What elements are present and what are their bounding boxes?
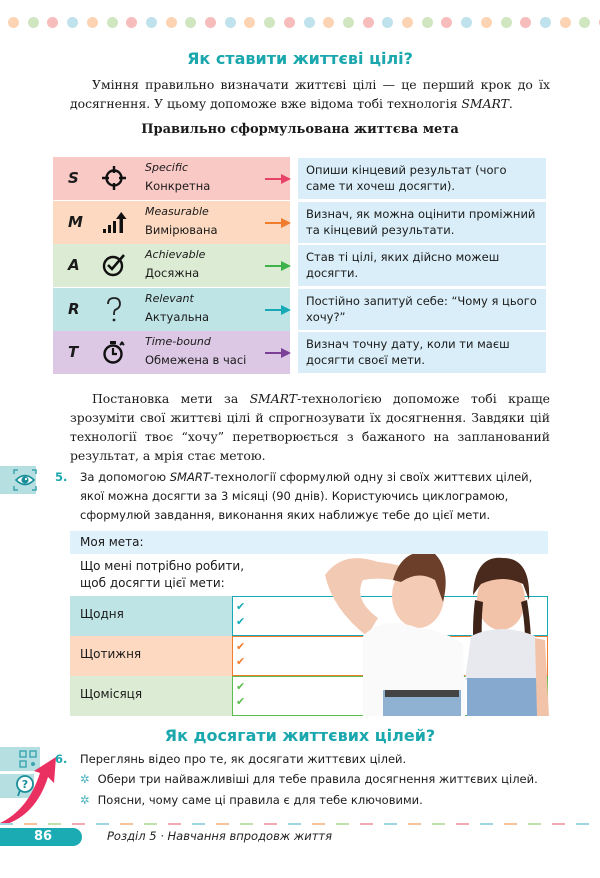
- task-number: 5.: [55, 470, 68, 484]
- bullet-text: Обери три найважливіші для тебе правила досягнення життєвих цілей.: [97, 772, 538, 786]
- decorative-dash: [552, 823, 565, 825]
- smart-row-t: [53, 331, 290, 374]
- decorative-dot: [481, 17, 492, 28]
- decorative-dash: [576, 823, 589, 825]
- decorative-dash: [456, 823, 469, 825]
- task-5: [55, 468, 550, 525]
- bar-chart-arrow-icon: [101, 209, 127, 235]
- checkmark-icon: ✔: [236, 680, 246, 693]
- smart-paragraph: [70, 389, 550, 465]
- svg-text:?: ?: [21, 778, 29, 791]
- checkmark-circle-icon: [101, 252, 127, 278]
- decorative-dash: [312, 823, 325, 825]
- decorative-dash: [480, 823, 493, 825]
- decorative-dot: [540, 17, 551, 28]
- smart-row-s: [53, 157, 290, 200]
- task-text: За допомогою: [80, 470, 170, 484]
- checkmark-icon: ✔: [236, 655, 246, 668]
- decorative-dash: [288, 823, 301, 825]
- bullet-item: [80, 793, 423, 807]
- decorative-dot: [244, 17, 255, 28]
- question-mark-icon: [101, 296, 127, 322]
- smart-row-a: [53, 244, 290, 287]
- smart-letter: S: [68, 169, 79, 187]
- decorative-dot: [304, 17, 315, 28]
- intro-text: Уміння правильно визначати життєві цілі — це перший крок до їх досягнення. У цьому допоможе вже відома тобі технологія: [70, 77, 550, 111]
- decorative-dot: [382, 17, 393, 28]
- smart-term: SMART: [249, 391, 298, 406]
- decorative-dot: [579, 17, 590, 28]
- smart-row-m: [53, 201, 290, 244]
- decorative-dash: [528, 823, 541, 825]
- decorative-dash: [96, 823, 109, 825]
- decorative-dot: [225, 17, 236, 28]
- smart-letter: M: [68, 212, 83, 231]
- decorative-dash: [168, 823, 181, 825]
- smart-term-ukrainian: Досяжна: [145, 266, 200, 280]
- smart-term: SMART: [461, 96, 509, 111]
- section-title: Як ставити життєві цілі?: [187, 49, 413, 68]
- period-label: Щодня: [70, 596, 232, 636]
- decorative-dot: [422, 17, 433, 28]
- decorative-dash: [336, 823, 349, 825]
- decorative-dot: [205, 17, 216, 28]
- decorative-dash: [216, 823, 229, 825]
- decorative-dot: [284, 17, 295, 28]
- decorative-dash: [24, 823, 37, 825]
- decorative-dash: [384, 823, 397, 825]
- smart-paragraph-text: Постановка мети за: [92, 391, 250, 406]
- decorative-dots-row: [0, 17, 600, 29]
- decorative-dot: [146, 17, 157, 28]
- decorative-dashed-line: [0, 823, 600, 826]
- smart-term-ukrainian: Обмежена в часі: [145, 353, 247, 367]
- task-6: [55, 750, 550, 769]
- pink-arrow-icon: [0, 755, 62, 825]
- goal-question: Що мені потрібно робити, щоб досягти цієї мети:: [80, 559, 245, 590]
- smart-term-ukrainian: Вимірювана: [145, 222, 218, 237]
- smart-term-ukrainian: Актуальна: [145, 309, 210, 324]
- smart-table-title: Правильно сформульована життєва мета: [141, 122, 459, 137]
- smart-term-english: Measurable: [145, 204, 209, 218]
- task-text-end: -технології сформулюй одну зі своїх життєвих цілей, якої можна досягти за 3 місяці (90 днів). Користуючись циклограмою, сформулюй завдання, виконання яких наближує тебе до цієї мети.: [80, 470, 533, 522]
- decorative-dot: [28, 17, 39, 28]
- decorative-dash: [192, 823, 205, 825]
- arrow-right-icon: [265, 218, 291, 228]
- decorative-dash: [432, 823, 445, 825]
- bullet-text: Поясни, чому саме ці правила є для тебе ключовими.: [97, 793, 423, 807]
- decorative-dot: [264, 17, 275, 28]
- intro-paragraph: [70, 75, 550, 113]
- decorative-dot: [363, 17, 374, 28]
- page-number: 86: [0, 828, 82, 846]
- target-crosshair-icon: [101, 165, 127, 191]
- decorative-dot: [47, 17, 58, 28]
- checkmark-icon: ✔: [236, 615, 246, 628]
- checkmark-icon: ✔: [236, 695, 246, 708]
- decorative-dot: [166, 17, 177, 28]
- arrow-right-icon: [265, 305, 291, 315]
- decorative-dash: [0, 823, 13, 825]
- task-number: 6.: [55, 752, 68, 766]
- decorative-dash: [48, 823, 61, 825]
- decorative-dot: [107, 17, 118, 28]
- smart-term-english: Achievable: [145, 248, 206, 261]
- stopwatch-icon: [101, 339, 127, 365]
- sun-bullet-icon: ✲: [80, 793, 90, 807]
- smart-term: SMART: [169, 470, 210, 484]
- my-goal-label: Моя мета:: [80, 535, 144, 549]
- decorative-dot: [402, 17, 413, 28]
- section2-title: Як досягати життєвих цілей?: [164, 726, 436, 745]
- decorative-dash: [504, 823, 517, 825]
- intro-text-end: .: [508, 96, 513, 111]
- decorative-dash: [72, 823, 85, 825]
- arrow-right-icon: [265, 348, 291, 358]
- two-girls-photo: [323, 540, 555, 716]
- decorative-dash: [144, 823, 157, 825]
- decorative-dash: [240, 823, 253, 825]
- decorative-dot: [461, 17, 472, 28]
- smart-term-english: Specific: [145, 161, 188, 174]
- checkmark-icon: ✔: [236, 640, 246, 653]
- decorative-dot: [87, 17, 98, 28]
- decorative-dot: [343, 17, 354, 28]
- smart-letter: A: [68, 256, 80, 274]
- decorative-dot: [323, 17, 334, 28]
- decorative-dash: [360, 823, 373, 825]
- decorative-dot: [520, 17, 531, 28]
- decorative-dot: [185, 17, 196, 28]
- smart-paragraph-text-end: -технологією допоможе тобі краще зрозуміти свої життєві цілі й спрогнозувати їх досягнення. Завдяки цій технології твоє “хочу” перетворюється з бажаного на запланований результат, а мрія стає метою.: [70, 391, 550, 463]
- smart-letter: T: [68, 343, 79, 361]
- smart-description: Опиши кінцевий результат (чого саме ти хочеш досягти).: [298, 158, 546, 199]
- decorative-dot: [67, 17, 78, 28]
- decorative-dash: [408, 823, 421, 825]
- smart-term-ukrainian: Конкретна: [145, 179, 211, 193]
- decorative-dot: [560, 17, 571, 28]
- smart-letter: R: [68, 299, 80, 318]
- chapter-title: Розділ 5 · Навчання впродовж життя: [107, 829, 333, 843]
- decorative-dash: [264, 823, 277, 825]
- sun-bullet-icon: ✲: [80, 772, 90, 786]
- smart-description: Постійно запитуй себе: “Чому я цього хочу?”: [298, 289, 546, 330]
- smart-term-english: Relevant: [145, 291, 194, 305]
- bullet-item: [80, 772, 538, 786]
- task-text: Переглянь відео про те, як досягати життєвих цілей.: [80, 752, 407, 766]
- smart-row-r: [53, 288, 290, 331]
- smart-description: Став ті цілі, яких дійсно можеш досягти.: [298, 245, 546, 286]
- decorative-dot: [8, 17, 19, 28]
- decorative-dash: [120, 823, 133, 825]
- decorative-dot: [501, 17, 512, 28]
- checkmark-icon: ✔: [236, 600, 246, 613]
- my-goal-field[interactable]: [70, 531, 548, 554]
- decorative-dot: [441, 17, 452, 28]
- arrow-right-icon: [265, 174, 291, 184]
- arrow-right-icon: [265, 261, 291, 271]
- smart-description: Визнач точну дату, коли ти маєш досягти своєї мети.: [298, 332, 546, 373]
- eye-scan-icon: [12, 467, 38, 493]
- decorative-dot: [126, 17, 137, 28]
- smart-term-english: Time-bound: [145, 335, 211, 348]
- period-label: Щотижня: [70, 636, 232, 676]
- smart-description: Визнач, як можна оцінити проміжний та кінцевий результати.: [298, 202, 546, 243]
- period-label: Щомісяця: [70, 676, 232, 716]
